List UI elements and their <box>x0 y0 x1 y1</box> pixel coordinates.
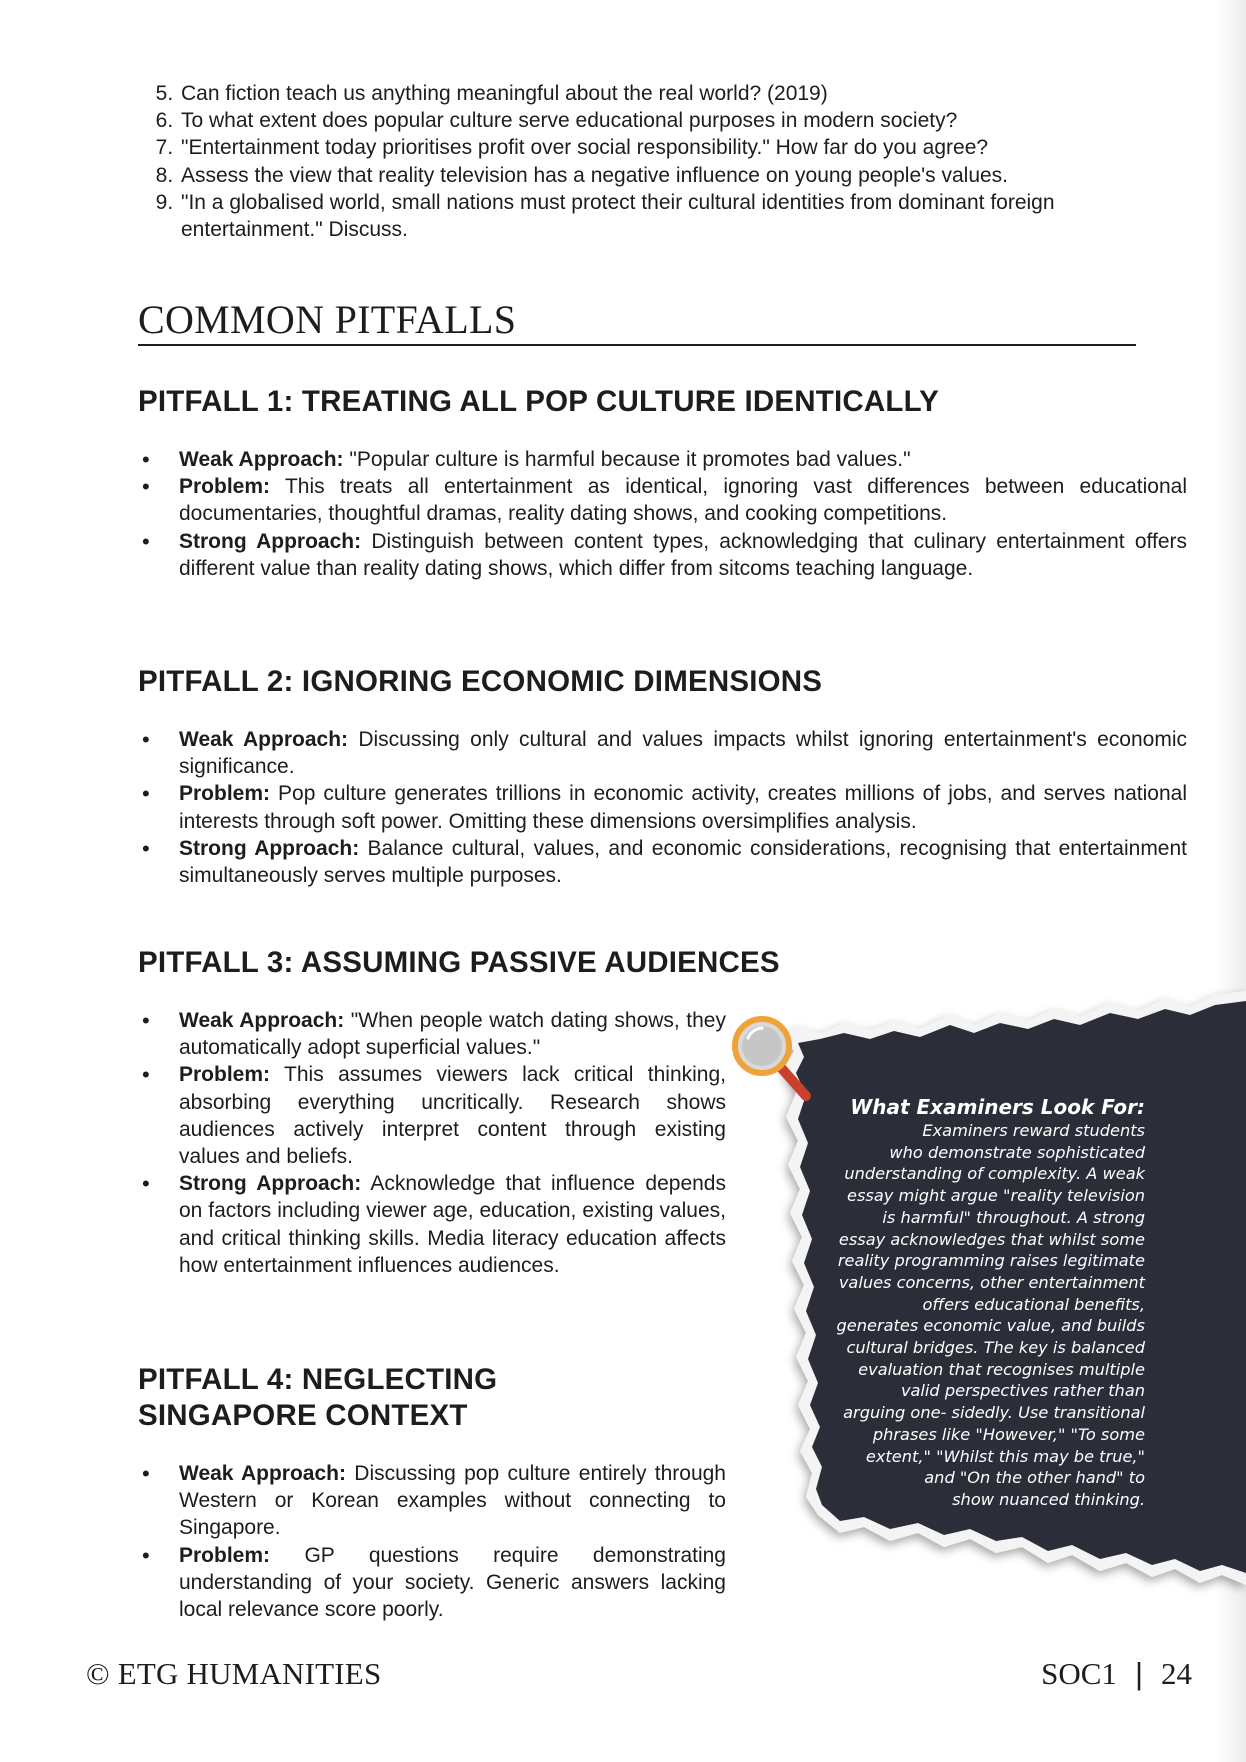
list-item: 7. "Entertainment today prioritises profit over social responsibility." How far do you agree? <box>179 134 1191 161</box>
pitfall-2-list <box>138 726 1187 889</box>
list-item: • Strong Approach: Acknowledge that influence depends on factors including viewer age, education, existing values, and critical thinking skills. Media literacy education affects how entertainment influences audiences. <box>179 1170 726 1279</box>
pitfall-1-heading: PITFALL 1: TREATING ALL POP CULTURE IDENTICALLY <box>138 385 940 418</box>
callout-text <box>815 1094 1145 1511</box>
list-item: • Strong Approach: Balance cultural, values, and economic considerations, recognising that entertainment simultaneously serves multiple purposes. <box>179 835 1187 889</box>
list-item: • Weak Approach: Discussing pop culture entirely through Western or Korean examples without connecting to Singapore. <box>179 1460 726 1542</box>
list-item: • Strong Approach: Distinguish between content types, acknowledging that culinary entertainment offers different value than reality dating shows, which differ from sitcoms teaching language. <box>179 528 1187 582</box>
list-item: 5. Can fiction teach us anything meaningful about the real world? (2019) <box>179 80 1191 107</box>
pitfall-2-heading: PITFALL 2: IGNORING ECONOMIC DIMENSIONS <box>138 665 823 698</box>
pitfall-4-heading-line1: PITFALL 4: NEGLECTING <box>138 1363 498 1396</box>
pitfall-3-heading: PITFALL 3: ASSUMING PASSIVE AUDIENCES <box>138 946 780 979</box>
footer-page-info <box>1041 1656 1192 1692</box>
page-number: 24 <box>1161 1656 1192 1691</box>
list-item: • Weak Approach: Discussing only cultural and values impacts whilst ignoring entertainment's economic significance. <box>179 726 1187 780</box>
list-item: 9. "In a globalised world, small nations must protect their cultural identities from dominant foreign entertainment." Discuss. <box>179 189 1191 243</box>
question-list <box>135 80 1191 243</box>
footer-section: SOC1 <box>1041 1656 1117 1691</box>
pitfall-1-list <box>138 446 1187 582</box>
list-item: • Problem: This treats all entertainment as identical, ignoring vast differences between educational documentaries, thoughtful dramas, reality dating shows, and cooking competitions. <box>179 473 1187 527</box>
list-item: • Problem: Pop culture generates trillions in economic activity, creates millions of jobs, and serves national interests through soft power. Omitting these dimensions oversimplifies analysis. <box>179 780 1187 834</box>
callout-body: Examiners reward students who demonstrate sophisticated understanding of complexity. A weak essay might argue "reality television is harmful" throughout. A strong essay acknowledges that whilst some reality programming raises legitimate values concerns, other entertainment offers educational benefits, generates economic value, and builds cultural bridges. The key is balanced evaluation that recognises multiple valid perspectives rather than arguing one- sidedly. Use transitional phrases like "However," "To some extent," "Whilst this may be true," and "On the other hand" to show nuanced thinking. <box>836 1121 1145 1509</box>
section-title: COMMON PITFALLS <box>138 296 1136 346</box>
pitfall-4-heading-line2: SINGAPORE CONTEXT <box>138 1399 468 1432</box>
pitfall-3-list <box>138 1007 726 1279</box>
footer-separator: | <box>1134 1656 1143 1691</box>
list-item: • Weak Approach: "Popular culture is harmful because it promotes bad values." <box>179 446 1187 473</box>
magnifying-glass-icon <box>728 1012 816 1104</box>
pitfall-4-list <box>138 1460 726 1623</box>
list-item: • Problem: GP questions require demonstrating understanding of your society. Generic answers lacking local relevance score poorly. <box>179 1542 726 1624</box>
callout-title: What Examiners Look For: <box>850 1095 1145 1119</box>
list-item: 8. Assess the view that reality television has a negative influence on young people's values. <box>179 162 1191 189</box>
list-item: • Problem: This assumes viewers lack critical thinking, absorbing everything uncritically. Research shows audiences actively interpret content through existing values and beliefs. <box>179 1061 726 1170</box>
footer-copyright: © ETG HUMANITIES <box>86 1656 382 1691</box>
pitfall-4-heading <box>138 1362 497 1434</box>
list-item: • Weak Approach: "When people watch dating shows, they automatically adopt superficial values." <box>179 1007 726 1061</box>
list-item: 6. To what extent does popular culture serve educational purposes in modern society? <box>179 107 1191 134</box>
